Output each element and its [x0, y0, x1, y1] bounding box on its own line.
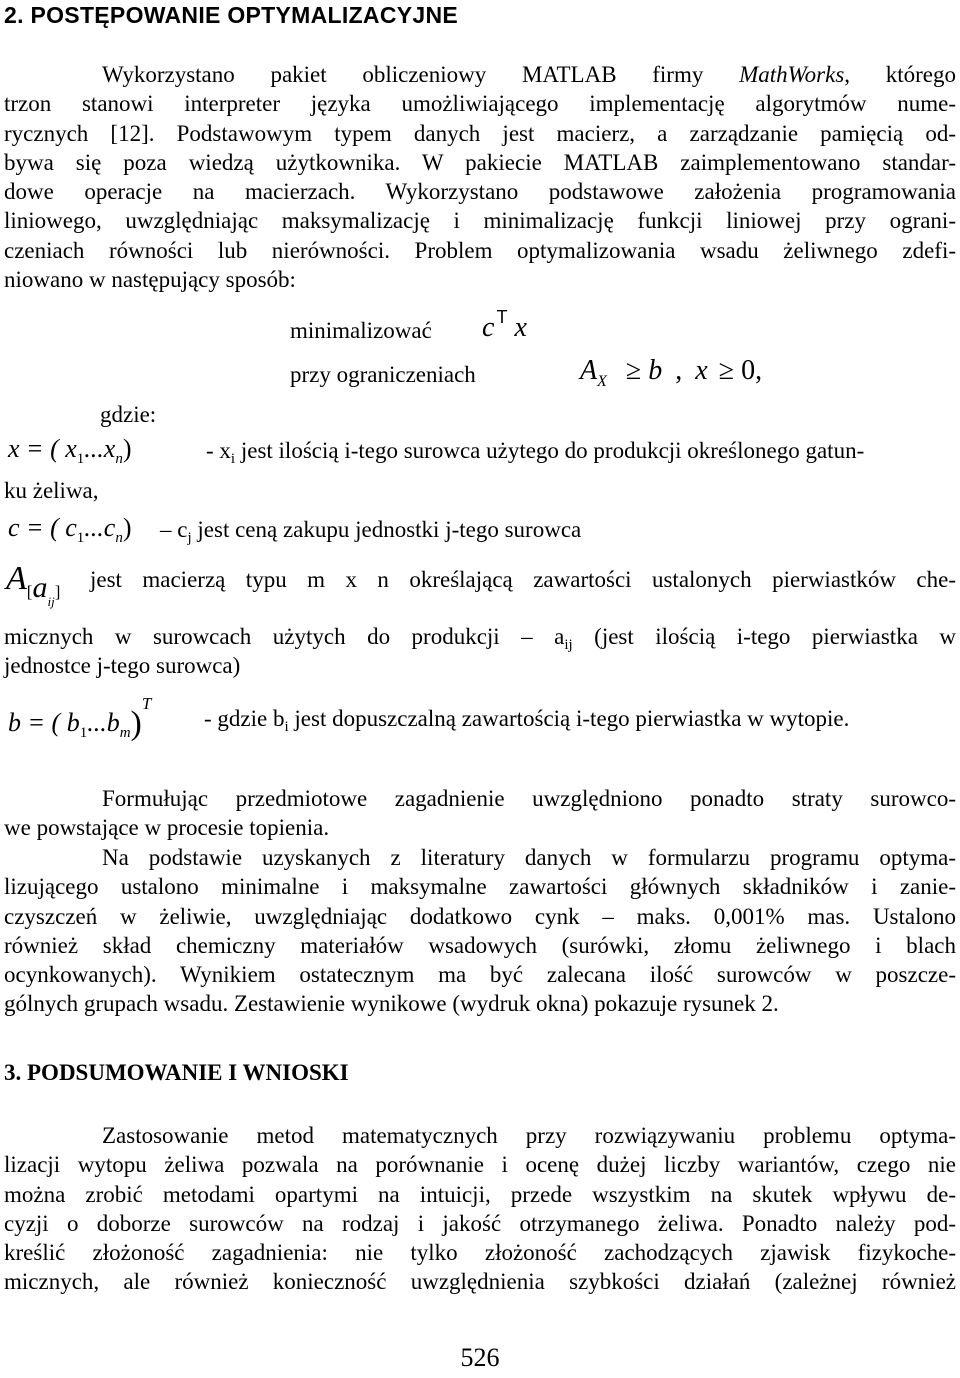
constraint-geq: ≥: [625, 355, 642, 386]
def-a-bracket-close: ]: [54, 582, 61, 601]
paragraph-line: czeniach równości lub nierówności. Problem optymalizowania wsadu żeliwnego zdefi-: [4, 237, 956, 263]
minimize-label: minimalizować: [290, 318, 432, 343]
company-name: MathWorks: [739, 62, 845, 87]
def-a-description: jest macierzą typu m x n określającą zawartości ustalonych pierwiastków che-: [90, 567, 956, 592]
constraint-expression: [580, 355, 763, 390]
def-c-close: ): [122, 513, 132, 542]
def-b-desc: jest dopuszczalną zawartością i-tego pierwiastka w wytopie.: [288, 706, 850, 731]
def-c-dots: ...c: [84, 513, 116, 542]
def-b-sub1: 1: [79, 725, 88, 741]
def-c-desc-pre: – c: [160, 517, 188, 542]
objective-transpose: T: [496, 307, 508, 327]
def-a-cont1-post: (jest ilością i-tego pierwiastka w: [572, 624, 956, 649]
objective-function: [482, 307, 527, 344]
paragraph-3: [4, 843, 956, 1019]
def-c-lhs: c = ( c: [8, 513, 77, 542]
where-label: gdzie:: [100, 402, 157, 427]
paragraph-line: cyzji o doborze surowców na rodzaj i jakość otrzymanego żeliwa. Ponadto należy pod-: [4, 1210, 956, 1236]
def-x-desc-pre: - x: [206, 438, 231, 463]
def-x-lhs: x = ( x: [8, 434, 77, 463]
paragraph-line: Zastosowanie metod matematycznych przy rozwiązywaniu problemu optyma-: [102, 1123, 956, 1148]
constraint-geq-2: ≥: [718, 355, 735, 386]
def-x-desc: jest ilością i-tego surowca użytego do produkcji określonego gatun-: [235, 438, 865, 463]
def-x-sub1: 1: [76, 451, 85, 467]
paragraph-line: lizacji wytopu żeliwa pozwala na porównanie i ocenę dużej liczby wariantów, czego nie: [4, 1152, 956, 1178]
paragraph-line: również skład chemiczny materiałów wsadowych (surówki, złomu żeliwnego i blach: [4, 932, 956, 958]
paragraph-line: dowe operacje na macierzach. Wykorzystano podstawowe założenia programowania: [4, 179, 956, 205]
def-x-dots: ...x: [84, 434, 116, 463]
def-c-desc: jest ceną zakupu jednostki j-tego surowca: [191, 517, 582, 542]
def-a-formula: [6, 560, 61, 609]
page-number: 526: [460, 1343, 500, 1372]
constraint-label: przy ograniczeniach: [290, 362, 476, 387]
constraint-sep: ,: [675, 355, 683, 386]
paragraph-line: micznych, ale również konieczność uwzględnienia szybkości działań (zależnej również: [4, 1269, 956, 1295]
def-a-element: a: [32, 571, 48, 604]
def-c-desc-sub: j: [187, 530, 192, 546]
def-b-lhs: b = ( b: [8, 708, 80, 737]
paragraph-1: [4, 60, 956, 294]
def-a-bracket-open: [: [26, 582, 33, 601]
section-heading-2: 2. POSTĘPOWANIE OPTYMALIZACYJNE: [4, 2, 459, 28]
objective-c: c: [482, 312, 495, 343]
def-a-element-sub: ij: [47, 594, 55, 609]
def-x-formula: [8, 434, 132, 467]
constraint-x: x: [695, 355, 708, 386]
def-b-desc-pre: - gdzie b: [204, 706, 285, 731]
def-b-formula: [8, 694, 152, 742]
def-b-description: [204, 706, 850, 735]
paragraph-4: [4, 1121, 956, 1297]
def-x-subn: n: [115, 451, 123, 467]
paragraph-line: gólnych grupach wsadu. Zestawienie wynikowe (wydruk okna) pokazuje rysunek 2.: [4, 991, 779, 1017]
def-c-formula: [8, 513, 132, 546]
def-b-subm: m: [119, 725, 131, 741]
def-a-matrix: A: [6, 560, 27, 597]
paragraph-2: [4, 784, 956, 843]
paragraph-line: bywa się poza wiedzą użytkownika. W pakiecie MATLAB zaimplementowano standar-: [4, 149, 956, 175]
paragraph-line: Wykorzystano pakiet obliczeniowy MATLAB firmy MathWorks, którego: [102, 62, 956, 87]
def-a-continued-1: [4, 624, 956, 653]
paragraph-line: rycznych [12]. Podstawowym typem danych jest macierz, a zarządzanie pamięcią od-: [4, 120, 956, 146]
paragraph-line: można zrobić metodami opartymi na intuicji, przede wszystkim na skutek wpływu de-: [4, 1181, 956, 1207]
constraint-matrix-sub: X: [597, 373, 607, 390]
def-x-desc-sub: i: [230, 451, 236, 467]
paragraph-line: liniowego, uwzględniając maksymalizację i minimalizację funkcji liniowej przy ograni-: [4, 208, 956, 234]
def-x-description: [206, 438, 865, 467]
paragraph-line: ocynkowanych). Wynikiem ostatecznym ma być zalecana ilość surowców w poszcze-: [4, 962, 956, 988]
paragraph-line: kreślić złożoność zagadnienia: nie tylko złożoność zachodzących zjawisk fizykoche-: [4, 1240, 956, 1266]
paragraph-line: Formułując przedmiotowe zagadnienie uwzględniono ponadto straty surowco-: [102, 786, 956, 811]
def-a-continued-2: jednostce j-tego surowca): [4, 653, 241, 678]
def-a-cont1-sub: ij: [564, 637, 573, 653]
def-x-close: ): [122, 434, 132, 463]
def-b-sup: T: [141, 694, 152, 713]
objective-x: x: [514, 312, 527, 343]
def-b-close: ): [130, 705, 142, 742]
paragraph-line: we powstające w procesie topienia.: [4, 815, 330, 841]
constraint-b: b: [648, 355, 663, 386]
paragraph-line: lizującego ustalono minimalne i maksymalne zawartości głównych składników i zanie-: [4, 874, 956, 900]
def-a-cont1-pre: micznych w surowcach użytych do produkcji – a: [4, 624, 565, 649]
def-b-dots: ...b: [87, 708, 120, 737]
constraint-matrix: A: [580, 355, 598, 386]
def-c-sub1: 1: [76, 530, 85, 546]
def-b-desc-sub: i: [284, 719, 289, 735]
paragraph-line: Na podstawie uzyskanych z literatury danych w formularzu programu optyma-: [102, 845, 956, 870]
def-c-subn: n: [115, 530, 123, 546]
paragraph-line: trzon stanowi interpreter języka umożliwiającego implementację algorytmów nume-: [4, 91, 956, 117]
constraint-zero: 0,: [741, 355, 763, 386]
def-c-description: [160, 517, 582, 546]
paragraph-line: czyszczeń w żeliwie, uwzględniając dodatkowo cynk – maks. 0,001% mas. Ustalono: [4, 903, 956, 929]
section-heading-3: 3. PODSUMOWANIE I WNIOSKI: [4, 1060, 349, 1085]
def-x-continued: ku żeliwa,: [4, 478, 99, 503]
paragraph-line: niowano w następujący sposób:: [4, 267, 296, 293]
